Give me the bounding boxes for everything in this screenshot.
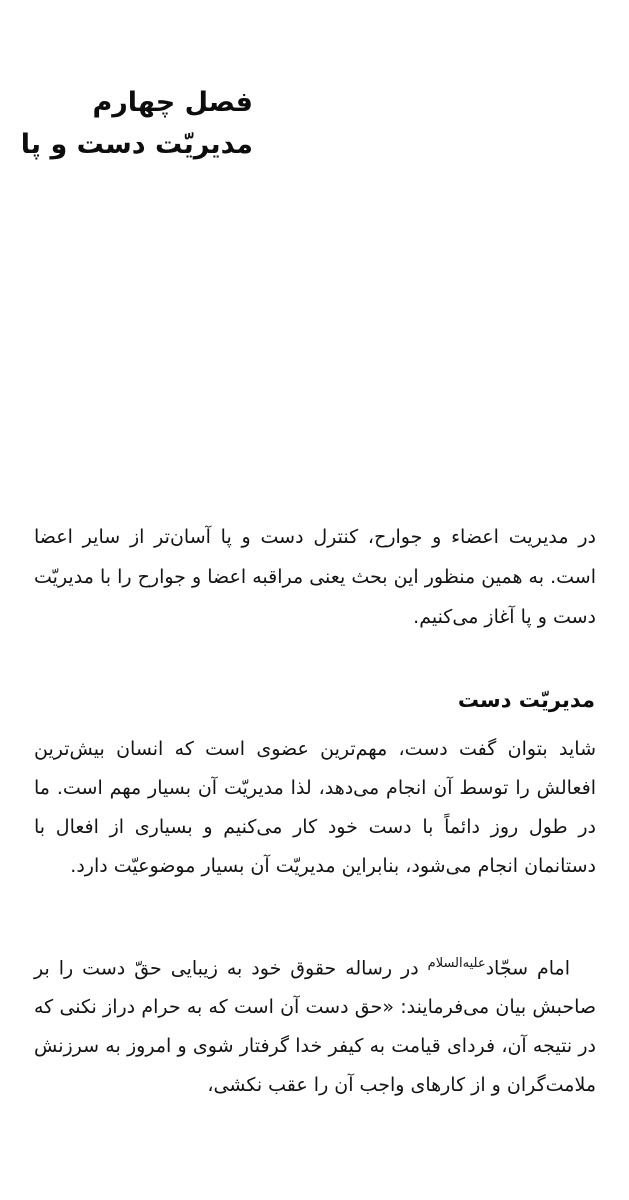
paragraph-2-rest: در رساله حقوق خود به زیبایی حقّ دست را بر صاحبش بیان می‌فرمایند: «حق دست آن است که به حرام دراز نکنی که در نتیجه آن، فردای قیامت به کیفر خدا گرفتار شوی و امروز به سرزنش ملامت‌گران و از کارهای واجب آن را عقب نکشی، bbox=[34, 957, 596, 1097]
honorific-mark: علیه‌السلام bbox=[427, 956, 486, 971]
section-paragraph-2-text bbox=[34, 944, 596, 1105]
section-paragraph-2 bbox=[34, 944, 596, 1105]
chapter-header bbox=[13, 82, 253, 166]
intro-paragraph bbox=[34, 517, 596, 637]
section-paragraph-1-text: شاید بتوان گفت دست، مهم‌ترین عضوی است که انسان بیش‌ترین افعالش را توسط آن انجام می‌دهد، لذا مدیریّت آن بسیار مهم است. ما در طول روز دائماً با دست خود کار می‌کنیم و بسیاری از افعال با دستانمان انجام می‌شود، بنابراین مدیریّت آن بسیار موضوعیّت دارد. bbox=[34, 738, 596, 877]
section-heading: مدیریّت دست bbox=[457, 688, 595, 712]
section-paragraph-1 bbox=[34, 730, 596, 886]
paragraph-2-start: امام سجّاد bbox=[485, 957, 570, 980]
chapter-label: فصل چهارم bbox=[92, 87, 253, 118]
intro-paragraph-text: در مدیریت اعضاء و جوارح، کنترل دست و پا آسان‌تر از سایر اعضا است. به همین منظور این بحث یعنی مراقبه اعضا و جوارح را با مدیریّت دست و پا آغاز می‌کنیم. bbox=[34, 526, 596, 628]
chapter-title: مدیریّت دست و پا bbox=[20, 129, 253, 160]
